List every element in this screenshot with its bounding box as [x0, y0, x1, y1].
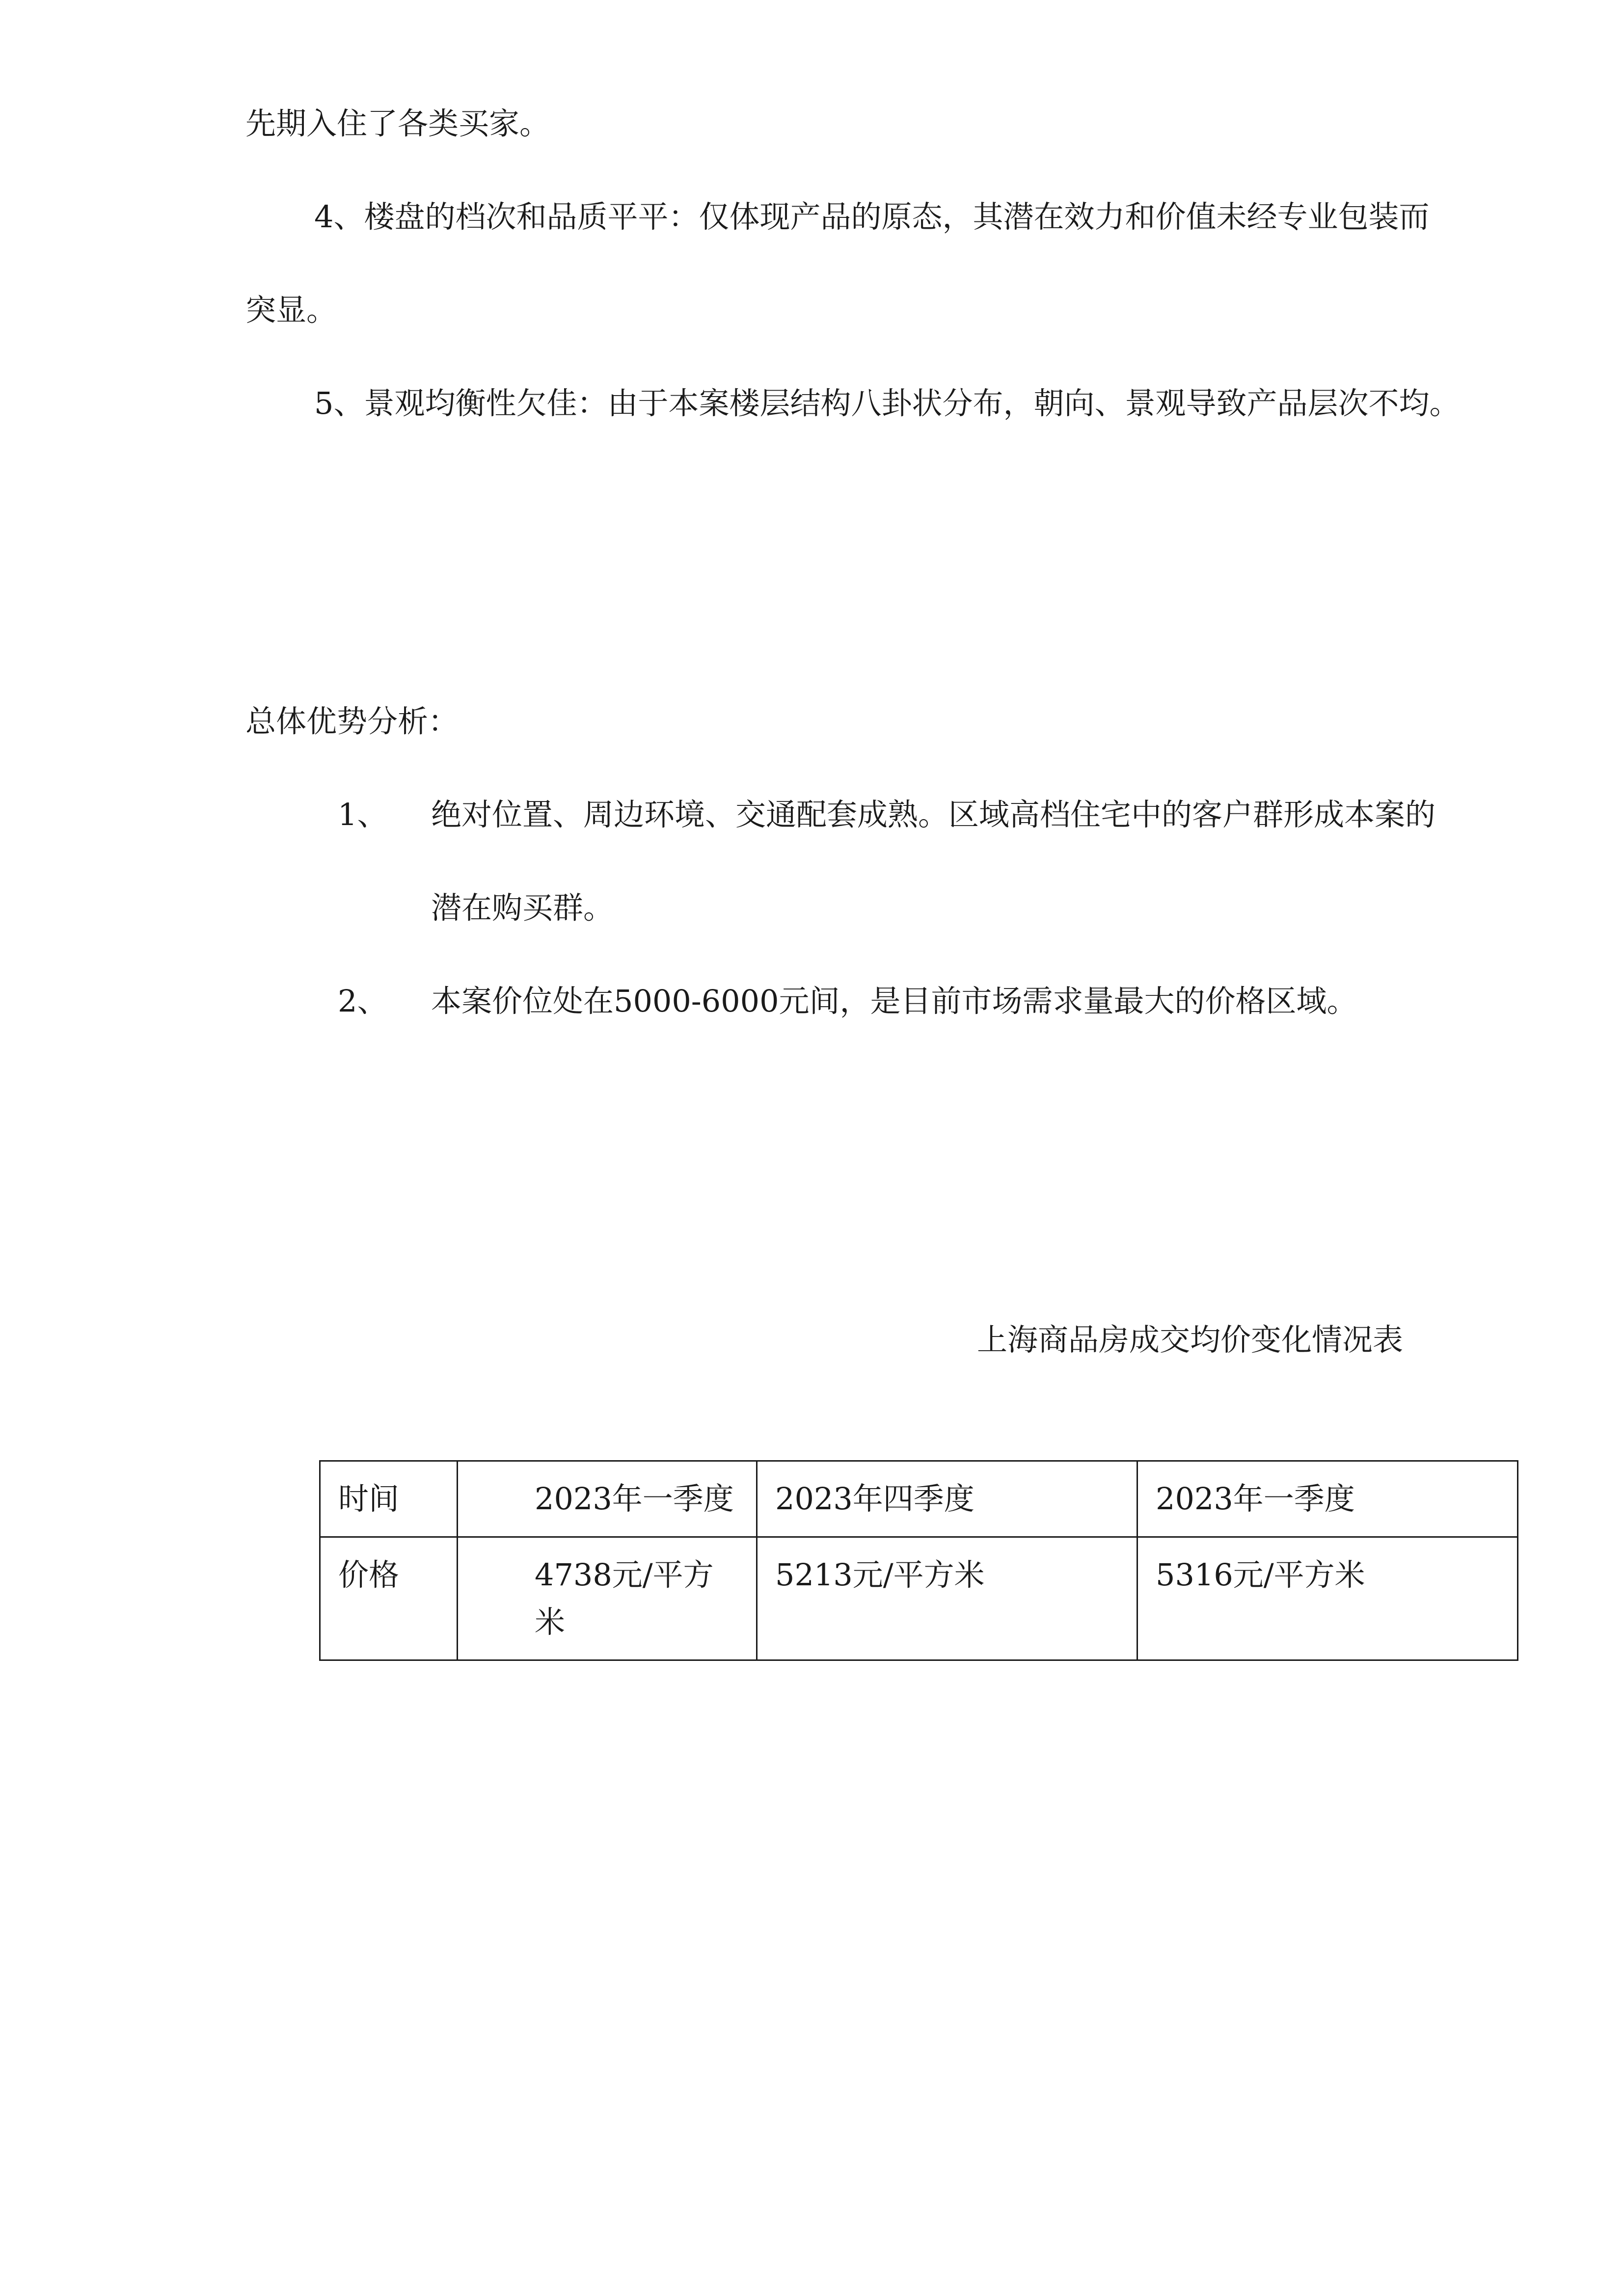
table-cell: 5213元/平方米 [757, 1537, 1137, 1660]
paragraph-point-5: 5、景观均衡性欠佳：由于本案楼层结构八卦状分布，朝向、景观导致产品层次不均。 [314, 385, 1460, 421]
advantage-item [431, 982, 1511, 1021]
table-cell: 时间 [320, 1461, 458, 1537]
table-cell: 2023年一季度 [1137, 1461, 1518, 1537]
advantage-item [431, 795, 1511, 928]
paragraph-continuation: 先期入住了各类买家。 [245, 106, 550, 141]
table-cell: 2023年一季度 [458, 1461, 757, 1537]
advantage-text-line: 潜在购买群。 [431, 890, 614, 926]
advantages-heading: 总体优势分析： [245, 703, 459, 739]
table-title: 上海商品房成交均价变化情况表 [977, 1322, 1404, 1358]
advantage-text-line: 绝对位置、周边环境、交通配套成熟。区域高档住宅中的客户群形成本案的 [431, 797, 1436, 832]
paragraph-point-4-line1: 4、楼盘的档次和品质平平：仅体现产品的原态，其潜在效力和价值未经专业包装而 [314, 199, 1430, 235]
paragraph-point-4-line2: 突显。 [245, 292, 337, 328]
table-row [320, 1537, 1518, 1660]
price-table [319, 1460, 1518, 1661]
advantage-number: 2、 [338, 983, 388, 1019]
table-cell: 5316元/平方米 [1137, 1537, 1518, 1660]
table-cell: 2023年四季度 [757, 1461, 1137, 1537]
advantage-number: 1、 [338, 797, 388, 832]
table-header-row [320, 1461, 1518, 1537]
table-cell: 价格 [320, 1537, 458, 1660]
advantage-text-line: 本案价位处在5000-6000元间，是目前市场需求量最大的价格区域。 [431, 983, 1357, 1019]
table-cell: 4738元/平方米 [458, 1537, 757, 1660]
